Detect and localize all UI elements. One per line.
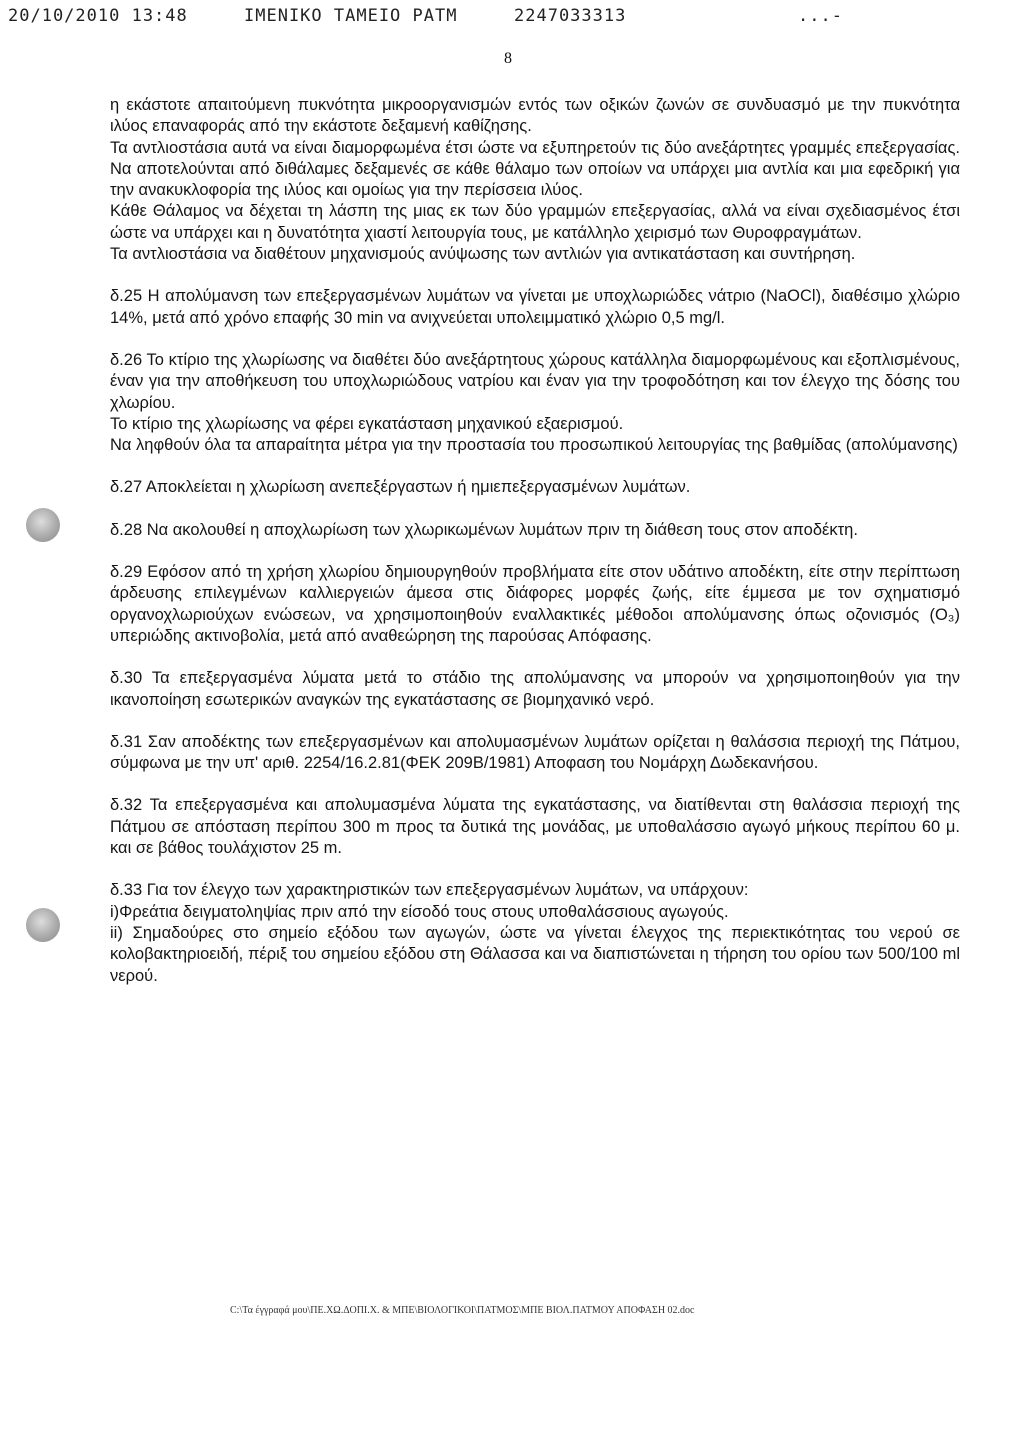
fax-sender: IMENIKO TAMEIO PATM [244, 6, 458, 26]
paragraph-d27: δ.27 Αποκλείεται η χλωρίωση ανεπεξέργαστων ή ημιεπεξεργασμένων λυμάτων. [110, 478, 691, 497]
document-body [110, 95, 960, 987]
paragraph-d29: δ.29 Εφόσον από τη χρήση χλωρίου δημιουργηθούν προβλήματα είτε στον υδάτινο αποδέκτη, είτε στην περίπτωση άρδευσης επιλεγμένων καλλιεργειών άμεσα στις διάφορες μορφές ζωής, είτε έμμεσα με τον σχηματισμό οργανοχλωριούχων ενώσεων, να χρησιμοποιηθούν εναλλακτικές μέθοδοι απολύμανσης όπως οζονισμός (O₃) υπεριώδης ακτινοβολία, μετά από αναθεώρηση της παρούσας Απόφασης. [110, 563, 960, 645]
fax-dots: ...- [798, 6, 843, 26]
paragraph-d33-i: i)Φρεάτια δειγματοληψίας πριν από την είσοδό τους στους υποθαλάσσιους αγωγούς. [110, 902, 729, 921]
paragraph: Κάθε Θάλαμος να δέχεται τη λάσπη της μιας εκ των δύο γραμμών επεξεργασίας, αλλά να είναι σχεδιασμένος έτσι ώστε να υπάρχει και η δυνατότητα χιαστί λειτουργία τους, με κατάλληλο χειρισμό των Θυροφραγμάτων. [110, 202, 960, 242]
paragraph-d33: δ.33 Για τον έλεγχο των χαρακτηριστικών των επεξεργασμένων λυμάτων, να υπάρχουν: [110, 881, 749, 900]
fax-header [8, 6, 1008, 32]
fax-number: 2247033313 [514, 6, 627, 26]
paragraph-d26: δ.26 Το κτίριο της χλωρίωσης να διαθέτει δύο ανεξάρτητους χώρους κατάλληλα διαμορφωμένους και εξοπλισμένους, έναν για την αποθήκευση του υποχλωριώδους νατρίου και έναν για την τροφοδότηση και τον έλεγχο της δόσης του χλωρίου. [110, 350, 960, 412]
paragraph: Να ληφθούν όλα τα απαραίτητα μέτρα για την προστασία του προσωπικού λειτουργίας της βαθμίδας (απολύμανσης) [110, 436, 958, 455]
punch-hole [26, 508, 60, 542]
paragraph: Το κτίριο της χλωρίωσης να φέρει εγκατάσταση μηχανικού εξαερισμού. [110, 414, 624, 433]
paragraph-d25: δ.25 Η απολύμανση των επεξεργασμένων λυμάτων να γίνεται με υποχλωριώδες νάτριο (NaOCl), διαθέσιμο χλώριο 14%, μετά από χρόνο επαφής 30 min να ανιχνεύεται υπολειμματικό χλώριο 0,5 mg/l. [110, 287, 960, 327]
paragraph: Τα αντλιοστάσια αυτά να είναι διαμορφωμένα έτσι ώστε να εξυπηρετούν τις δύο ανεξάρτητες γραμμές επεξεργασίας. Να αποτελούνται από διθάλαμες δεξαμενές σε κάθε θάλαμο των οποίων να υπάρχει μια αντλία και μια εφεδρική για την ανακυκλοφορία της ιλύος και ομοίως για την περίσσεια ιλύος. [110, 138, 960, 200]
punch-hole [26, 908, 60, 942]
paragraph: η εκάστοτε απαιτούμενη πυκνότητα μικροοργανισμών εντός των οξικών ζωνών σε συνδυασμό με την πυκνότητα ιλύος επαναφοράς από την εκάστοτε δεξαμενή καθίζησης. [110, 96, 960, 136]
paragraph-d30: δ.30 Τα επεξεργασμένα λύματα μετά το στάδιο της απολύμανσης να μπορούν να χρησιμοποιηθούν για την ικανοποίηση εσωτερικών αναγκών της εγκατάστασης σε βιομηχανικό νερό. [110, 669, 960, 709]
fax-datetime: 20/10/2010 13:48 [8, 6, 188, 26]
file-path-footer: C:\Τα έγγραφά μου\ΠΕ.ΧΩ.ΔΟΠΙ.Χ. & ΜΠΕ\ΒΙΟΛΟΓΙΚΟΙ\ΠΑΤΜΟΣ\ΜΠΕ ΒΙΟΛ.ΠΑΤΜΟΥ ΑΠΟΦΑΣΗ 02.doc [230, 1305, 695, 1316]
paragraph: Τα αντλιοστάσια να διαθέτουν μηχανισμούς ανύψωσης των αντλιών για αντικατάσταση και συντήρηση. [110, 245, 856, 264]
paragraph-d33-ii: ii) Σημαδούρες στο σημείο εξόδου των αγωγών, ώστε να γίνεται έλεγχος της περιεκτικότητας του νερού σε κολοβακτηριοειδή, πέριξ του σημείου εξόδου στη Θάλασσα και να διαπιστώνεται η τήρηση του ορίου των 500/100 ml νερού. [110, 923, 960, 985]
paragraph-d28: δ.28 Να ακολουθεί η αποχλωρίωση των χλωρικωμένων λυμάτων πριν τη διάθεση τους στον αποδέκτη. [110, 520, 858, 539]
paragraph-d32: δ.32 Τα επεξεργασμένα και απολυμασμένα λύματα της εγκατάστασης, να διατίθενται στη θαλάσσια περιοχή της Πάτμου σε απόσταση περίπου 300 m προς τα δυτικά της μονάδας, με υποθαλάσσιο αγωγό μήκους περίπου 60 μ. και σε βάθος τουλάχιστον 25 m. [110, 796, 960, 858]
paragraph-d31: δ.31 Σαν αποδέκτης των επεξεργασμένων και απολυμασμένων λυμάτων ορίζεται η θαλάσσια περιοχή της Πάτμου, σύμφωνα με την υπ' αριθ. 2254/16.2.81(ΦΕΚ 209Β/1981) Αποφαση του Νομάρχη Δωδεκανήσου. [110, 732, 960, 773]
page-number: 8 [504, 50, 512, 67]
